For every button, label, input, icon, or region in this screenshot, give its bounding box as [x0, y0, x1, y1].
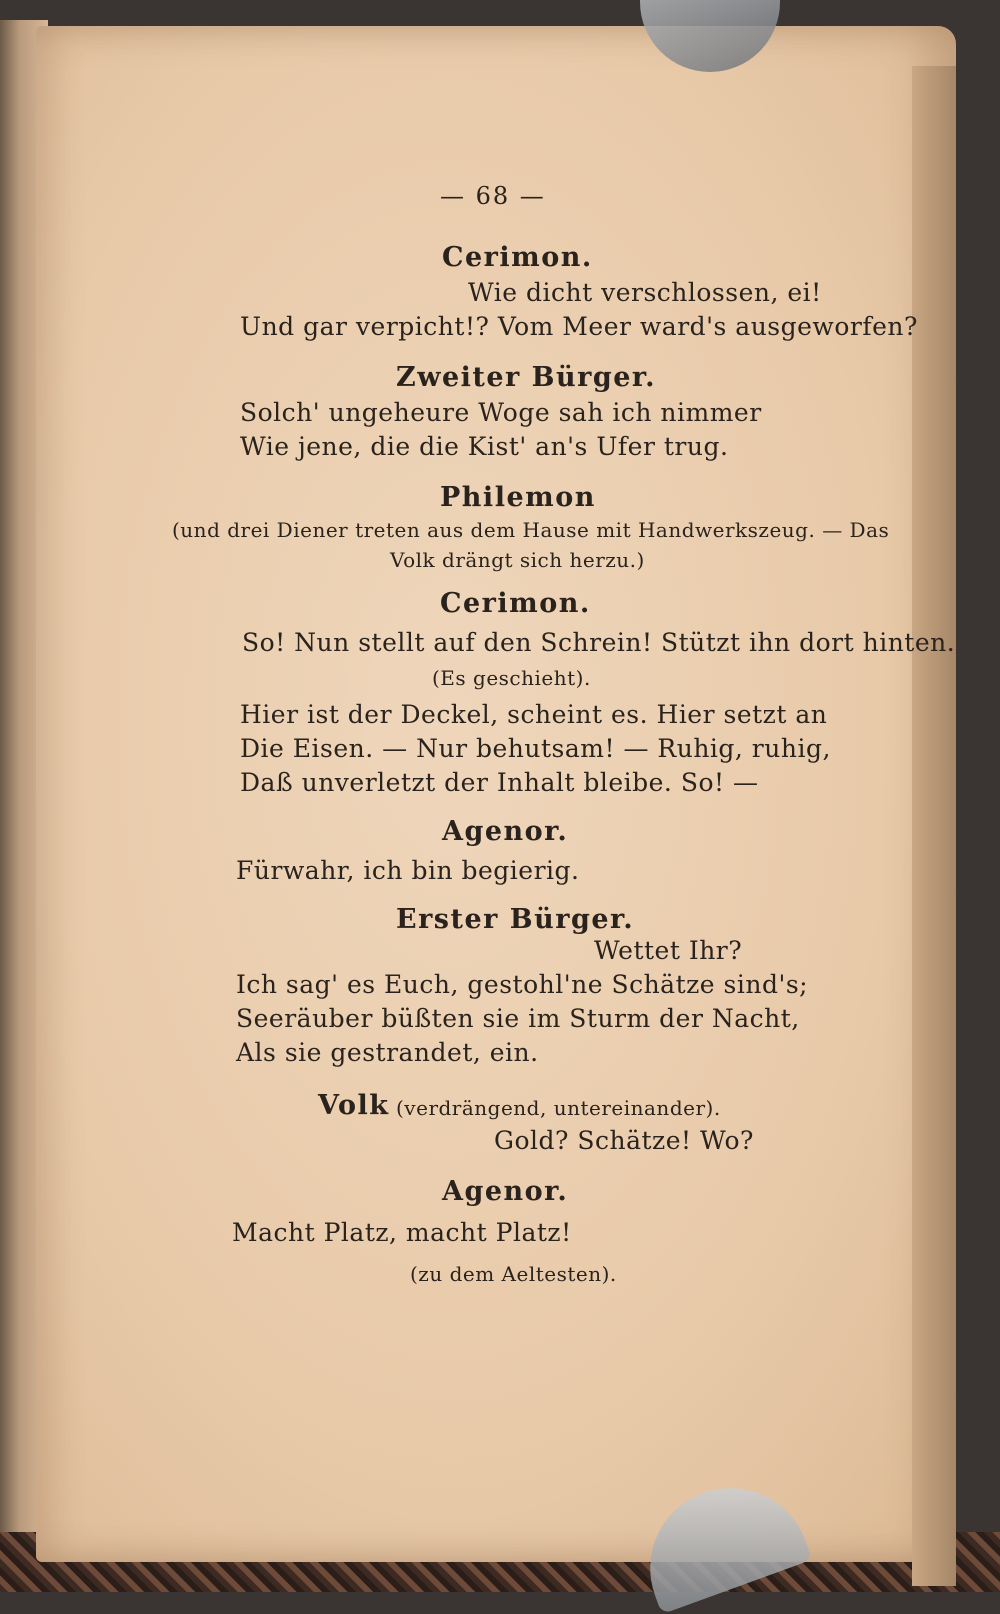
speaker-name: Zweiter Bürger.: [396, 362, 657, 393]
stage-direction: (und drei Diener treten aus dem Hause mit Handwerkszeug. — Das: [172, 518, 890, 542]
verse-line: Wie dicht verschlossen, ei!: [468, 278, 822, 307]
stage-direction: (verdrängend, untereinander).: [396, 1096, 721, 1120]
verse-line: Und gar verpicht!? Vom Meer ward's ausgeworfen?: [240, 312, 918, 341]
speaker-name: Agenor.: [442, 816, 569, 847]
stage-direction: (zu dem Aeltesten).: [410, 1262, 617, 1286]
speaker-name: Agenor.: [442, 1176, 569, 1207]
stage-direction: (Es geschieht).: [432, 666, 591, 690]
verse-line: Gold? Schätze! Wo?: [494, 1126, 754, 1155]
page-number: — 68 —: [440, 182, 546, 210]
speaker-name: Erster Bürger.: [396, 904, 635, 935]
verse-line: So! Nun stellt auf den Schrein! Stützt ihn dort hinten.: [242, 628, 956, 657]
verse-line: Als sie gestrandet, ein.: [236, 1038, 539, 1067]
verse-line: Daß unverletzt der Inhalt bleibe. So! —: [240, 768, 759, 797]
verse-line: Wie jene, die die Kist' an's Ufer trug.: [240, 432, 729, 461]
speaker-name: Volk: [318, 1090, 390, 1121]
verse-line: Solch' ungeheure Woge sah ich nimmer: [240, 398, 762, 427]
verse-line: Macht Platz, macht Platz!: [232, 1218, 572, 1247]
speaker-name: Philemon: [440, 482, 596, 513]
verse-line: Seeräuber büßten sie im Sturm der Nacht,: [236, 1004, 800, 1033]
stage-direction: Volk drängt sich herzu.): [390, 548, 645, 572]
verse-line: Die Eisen. — Nur behutsam! — Ruhig, ruhig,: [240, 734, 831, 763]
speaker-name: Cerimon.: [440, 588, 591, 619]
verse-line: Hier ist der Deckel, scheint es. Hier setzt an: [240, 700, 828, 729]
speaker-name: Cerimon.: [442, 242, 593, 273]
verse-line: Fürwahr, ich bin begierig.: [236, 856, 580, 885]
verse-line: Wettet Ihr?: [594, 936, 743, 965]
verse-line: Ich sag' es Euch, gestohl'ne Schätze sind's;: [236, 970, 809, 999]
